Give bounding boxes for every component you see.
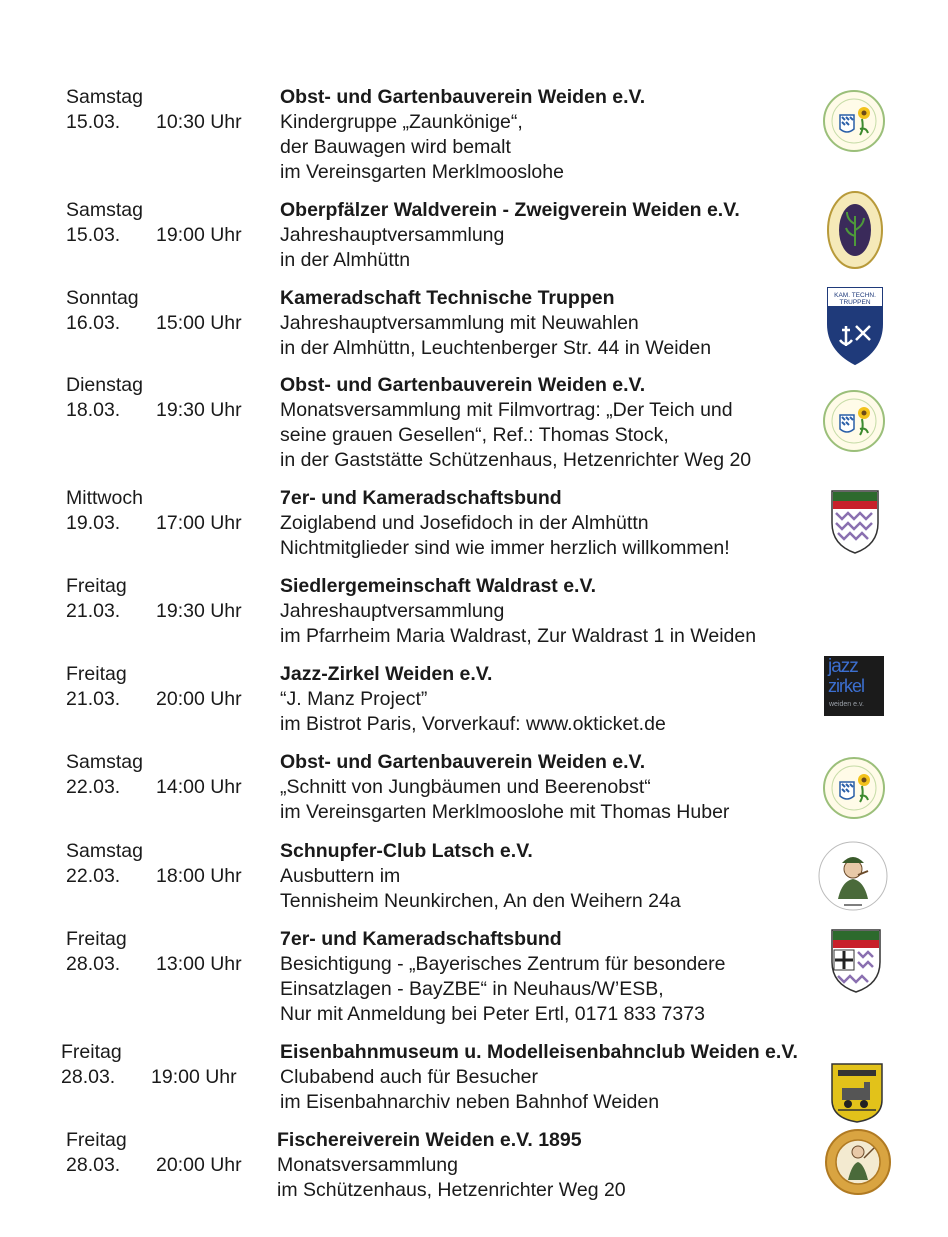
event-details bbox=[280, 687, 666, 737]
event-detail-line: im Eisenbahnarchiv neben Bahnhof Weiden bbox=[280, 1091, 660, 1113]
zirkel-logo-word: zirkel bbox=[828, 676, 865, 696]
event-detail-line: Jahreshauptversammlung bbox=[280, 224, 505, 246]
gartenbauverein-logo bbox=[822, 85, 886, 162]
technische-truppen-logo bbox=[826, 286, 884, 371]
event-details bbox=[280, 864, 681, 914]
event-date: 22.03. bbox=[66, 776, 121, 798]
event-details bbox=[280, 398, 751, 473]
event-date: 28.03. bbox=[66, 1154, 121, 1176]
event-organizer: Obst- und Gartenbauverein Weiden e.V. bbox=[280, 86, 646, 108]
event-organizer: Fischereiverein Weiden e.V. 1895 bbox=[277, 1129, 582, 1151]
event-details bbox=[277, 1153, 626, 1203]
kameradschaftsbund-logo bbox=[830, 928, 882, 999]
event-day: Sonntag bbox=[66, 287, 139, 309]
event-details bbox=[280, 1065, 659, 1115]
event-detail-line: im Schützenhaus, Hetzenrichter Weg 20 bbox=[277, 1179, 626, 1201]
event-date: 21.03. bbox=[66, 600, 121, 622]
event-time: 19:30 Uhr bbox=[156, 600, 242, 622]
event-detail-line: in der Almhüttn bbox=[280, 249, 411, 271]
event-detail-line: der Bauwagen wird bemalt bbox=[280, 136, 511, 158]
event-details bbox=[280, 511, 730, 561]
event-detail-line: Besichtigung - „Bayerisches Zentrum für besondere bbox=[280, 953, 726, 975]
event-day: Freitag bbox=[66, 575, 127, 597]
event-detail-line: Einsatzlagen - BayZBE“ in Neuhaus/W’ESB, bbox=[280, 978, 664, 1000]
event-time: 17:00 Uhr bbox=[156, 512, 242, 534]
event-detail-line: im Vereinsgarten Merklmooslohe bbox=[280, 161, 564, 183]
event-day: Samstag bbox=[66, 86, 143, 108]
event-date: 21.03. bbox=[66, 688, 121, 710]
event-date: 15.03. bbox=[66, 111, 121, 133]
event-time: 10:30 Uhr bbox=[156, 111, 242, 133]
event-organizer: Eisenbahnmuseum u. Modelleisenbahnclub Weiden e.V. bbox=[280, 1041, 798, 1063]
event-time: 20:00 Uhr bbox=[156, 688, 242, 710]
event-organizer: Jazz-Zirkel Weiden e.V. bbox=[280, 663, 493, 685]
event-time: 13:00 Uhr bbox=[156, 953, 242, 975]
kameradschaftsbund-logo bbox=[830, 489, 880, 560]
event-time: 15:00 Uhr bbox=[156, 312, 242, 334]
event-detail-line: seine grauen Gesellen“, Ref.: Thomas Stock, bbox=[280, 424, 669, 446]
event-organizer: Obst- und Gartenbauverein Weiden e.V. bbox=[280, 374, 646, 396]
event-detail-line: in der Gaststätte Schützenhaus, Hetzenrichter Weg 20 bbox=[280, 449, 752, 471]
event-organizer: 7er- und Kameradschaftsbund bbox=[280, 928, 562, 950]
svg-text:KAM. TECHN.: KAM. TECHN. bbox=[834, 292, 876, 299]
event-day: Dienstag bbox=[66, 374, 143, 396]
event-date: 28.03. bbox=[66, 953, 121, 975]
event-details bbox=[280, 599, 756, 649]
svg-text:TRUPPEN: TRUPPEN bbox=[839, 299, 871, 306]
event-date: 28.03. bbox=[61, 1066, 116, 1088]
event-day: Samstag bbox=[66, 199, 143, 221]
jazz-logo-word: jazz bbox=[828, 656, 858, 677]
event-time: 20:00 Uhr bbox=[156, 1154, 242, 1176]
event-day: Samstag bbox=[66, 751, 143, 773]
event-organizer: Kameradschaft Technische Truppen bbox=[280, 287, 615, 309]
event-details bbox=[280, 311, 711, 361]
jazz-zirkel-logo bbox=[824, 656, 884, 716]
schnupferclub-logo bbox=[814, 839, 892, 918]
event-detail-line: Jahreshauptversammlung mit Neuwahlen bbox=[280, 312, 639, 334]
event-date: 15.03. bbox=[66, 224, 121, 246]
event-detail-line: Kindergruppe „Zaunkönige“, bbox=[280, 111, 523, 133]
event-detail-line: Monatsversammlung mit Filmvortrag: „Der Teich und bbox=[280, 399, 733, 421]
event-day: Freitag bbox=[66, 1129, 127, 1151]
event-detail-line: “J. Manz Project” bbox=[280, 688, 428, 710]
event-time: 19:00 Uhr bbox=[151, 1066, 237, 1088]
event-day: Freitag bbox=[66, 928, 127, 950]
event-details bbox=[280, 775, 729, 825]
event-detail-line: „Schnitt von Jungbäumen und Beerenobst“ bbox=[280, 776, 651, 798]
fischereiverein-logo bbox=[824, 1128, 892, 1201]
event-date: 18.03. bbox=[66, 399, 121, 421]
weiden-logo-word: weiden e.v. bbox=[829, 701, 864, 708]
event-organizer: Oberpfälzer Waldverein - Zweigverein Weiden e.V. bbox=[280, 199, 740, 221]
event-day: Freitag bbox=[61, 1041, 122, 1063]
event-detail-line: Zoiglabend und Josefidoch in der Almhüttn bbox=[280, 512, 649, 534]
event-time: 19:00 Uhr bbox=[156, 224, 242, 246]
gartenbauverein-logo bbox=[822, 385, 886, 462]
event-day: Mittwoch bbox=[66, 487, 143, 509]
event-detail-line: Jahreshauptversammlung bbox=[280, 600, 505, 622]
event-detail-line: im Pfarrheim Maria Waldrast, Zur Waldrast 1 in Weiden bbox=[280, 625, 757, 647]
event-date: 19.03. bbox=[66, 512, 121, 534]
event-organizer: 7er- und Kameradschaftsbund bbox=[280, 487, 562, 509]
event-organizer: Obst- und Gartenbauverein Weiden e.V. bbox=[280, 751, 646, 773]
event-time: 19:30 Uhr bbox=[156, 399, 242, 421]
waldverein-logo bbox=[826, 190, 884, 275]
event-detail-line: Clubabend auch für Besucher bbox=[280, 1066, 539, 1088]
event-date: 22.03. bbox=[66, 865, 121, 887]
event-details bbox=[280, 223, 504, 273]
event-detail-line: Monatsversammlung bbox=[277, 1154, 458, 1176]
event-detail-line: Nur mit Anmeldung bei Peter Ertl, 0171 833 7373 bbox=[280, 1003, 705, 1025]
event-detail-line: im Bistrot Paris, Vorverkauf: www.okticket.de bbox=[280, 713, 666, 735]
event-detail-line: im Vereinsgarten Merklmooslohe mit Thomas Huber bbox=[280, 801, 730, 823]
gartenbauverein-logo bbox=[822, 752, 886, 829]
event-day: Samstag bbox=[66, 840, 143, 862]
event-organizer: Schnupfer-Club Latsch e.V. bbox=[280, 840, 533, 862]
event-time: 18:00 Uhr bbox=[156, 865, 242, 887]
eisenbahnmuseum-logo bbox=[830, 1062, 884, 1129]
event-organizer: Siedlergemeinschaft Waldrast e.V. bbox=[280, 575, 597, 597]
event-details bbox=[280, 952, 725, 1027]
event-detail-line: Tennisheim Neunkirchen, An den Weihern 24a bbox=[280, 890, 681, 912]
event-date: 16.03. bbox=[66, 312, 121, 334]
event-time: 14:00 Uhr bbox=[156, 776, 242, 798]
event-detail-line: Nichtmitglieder sind wie immer herzlich willkommen! bbox=[280, 537, 730, 559]
event-detail-line: Ausbuttern im bbox=[280, 865, 401, 887]
event-details bbox=[280, 110, 564, 185]
event-day: Freitag bbox=[66, 663, 127, 685]
event-detail-line: in der Almhüttn, Leuchtenberger Str. 44 in Weiden bbox=[280, 337, 712, 359]
